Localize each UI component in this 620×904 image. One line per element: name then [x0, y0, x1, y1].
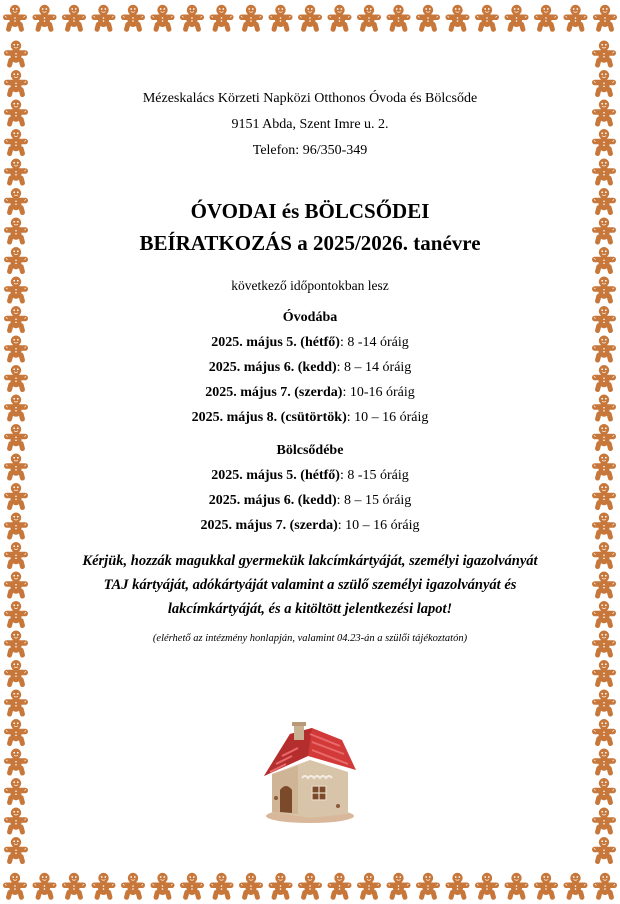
gingerbread-man-icon — [3, 5, 27, 33]
gingerbread-man-icon — [4, 277, 28, 305]
gingerbread-man-icon — [4, 424, 28, 452]
date-day: 2025. május 8. (csütörtök) — [191, 410, 347, 425]
date-time: : 10-16 óráig — [342, 385, 415, 400]
gingerbread-man-icon — [4, 513, 28, 541]
date-time: : 8 – 15 óráig — [336, 493, 412, 508]
title-line-1: ÓVODAI és BÖLCSŐDEI — [190, 199, 430, 223]
nursery-date-row — [60, 467, 560, 485]
gingerbread-man-icon — [475, 5, 499, 33]
request-line-1: Kérjük, hozzák magukkal gyermekük lakcímkártyáját, személyi igazolványát — [82, 553, 538, 569]
gingerbread-man-icon — [4, 631, 28, 659]
gingerbread-man-icon — [505, 873, 529, 901]
gingerbread-man-icon — [269, 873, 293, 901]
gingerbread-man-icon — [4, 188, 28, 216]
gingerbread-man-icon — [446, 873, 470, 901]
gingerbread-man-icon — [592, 365, 616, 393]
gingerbread-man-icon — [151, 873, 175, 901]
gingerbread-man-icon — [592, 188, 616, 216]
gingerbread-man-icon — [121, 5, 145, 33]
subtitle: következő időpontokban lesz — [231, 278, 389, 293]
gingerbread-man-icon — [564, 873, 588, 901]
date-day: 2025. május 7. (szerda) — [200, 518, 338, 533]
gingerbread-man-icon — [4, 719, 28, 747]
gingerbread-man-icon — [269, 5, 293, 33]
date-day: 2025. május 5. (hétfő) — [211, 335, 340, 350]
gingerbread-man-icon — [4, 454, 28, 482]
kindergarten-date-row — [60, 409, 560, 427]
title-line-2: BEÍRATKOZÁS a 2025/2026. tanévre — [139, 231, 481, 255]
gingerbread-man-icon — [4, 572, 28, 600]
gingerbread-house-icon — [250, 716, 370, 826]
gingerbread-man-icon — [4, 808, 28, 836]
gingerbread-man-icon — [4, 749, 28, 777]
kindergarten-date-row — [60, 384, 560, 402]
gingerbread-man-icon — [180, 5, 204, 33]
gingerbread-man-icon — [151, 5, 175, 33]
gingerbread-man-icon — [33, 873, 57, 901]
gingerbread-man-icon — [62, 873, 86, 901]
gingerbread-man-icon — [592, 837, 616, 865]
gingerbread-man-icon — [592, 719, 616, 747]
kindergarten-heading: Óvodába — [282, 310, 338, 325]
gingerbread-man-icon — [592, 306, 616, 334]
gingerbread-man-icon — [4, 660, 28, 688]
gingerbread-man-icon — [475, 873, 499, 901]
gingerbread-man-icon — [592, 336, 616, 364]
gingerbread-man-icon — [4, 778, 28, 806]
gingerbread-man-icon — [4, 395, 28, 423]
gingerbread-man-icon — [4, 690, 28, 718]
gingerbread-man-icon — [357, 873, 381, 901]
gingerbread-man-icon — [3, 873, 27, 901]
gingerbread-man-icon — [592, 749, 616, 777]
gingerbread-man-icon — [534, 873, 558, 901]
gingerbread-man-icon — [239, 5, 263, 33]
gingerbread-man-icon — [210, 873, 234, 901]
gingerbread-man-icon — [239, 873, 263, 901]
gingerbread-man-icon — [592, 395, 616, 423]
gingerbread-man-icon — [33, 5, 57, 33]
kindergarten-date-row — [60, 334, 560, 352]
date-time: : 8 -15 óráig — [339, 468, 409, 483]
date-time: : 10 – 16 óráig — [337, 518, 420, 533]
gingerbread-man-icon — [592, 690, 616, 718]
gingerbread-man-icon — [593, 873, 617, 901]
availability-note: (elérhető az intézmény honlapján, valamint 04.23-án a szülői tájékoztatón) — [152, 633, 468, 644]
date-time: : 8 – 14 óráig — [336, 360, 412, 375]
gingerbread-man-icon — [4, 70, 28, 98]
kindergarten-date-row — [60, 359, 560, 377]
request-line-3: lakcímkártyáját, és a kitöltött jelentkezési lapot! — [167, 601, 453, 617]
date-time: : 8 -14 óráig — [339, 335, 409, 350]
gingerbread-man-icon — [328, 873, 352, 901]
gingerbread-man-icon — [592, 277, 616, 305]
gingerbread-man-icon — [534, 5, 558, 33]
gingerbread-man-icon — [592, 247, 616, 275]
gingerbread-man-icon — [4, 129, 28, 157]
gingerbread-man-icon — [592, 159, 616, 187]
gingerbread-man-icon — [416, 873, 440, 901]
gingerbread-man-icon — [4, 159, 28, 187]
gingerbread-man-icon — [592, 454, 616, 482]
gingerbread-man-icon — [328, 5, 352, 33]
gingerbread-man-icon — [4, 601, 28, 629]
nursery-heading: Bölcsődébe — [276, 443, 344, 458]
gingerbread-man-icon — [592, 100, 616, 128]
flyer-content — [60, 90, 560, 644]
gingerbread-man-icon — [387, 5, 411, 33]
gingerbread-man-icon — [387, 873, 411, 901]
gingerbread-man-icon — [564, 5, 588, 33]
date-day: 2025. május 7. (szerda) — [205, 385, 343, 400]
gingerbread-man-icon — [446, 5, 470, 33]
gingerbread-man-icon — [4, 837, 28, 865]
date-day: 2025. május 6. (kedd) — [208, 360, 337, 375]
gingerbread-man-icon — [180, 873, 204, 901]
gingerbread-man-icon — [92, 5, 116, 33]
date-time: : 10 – 16 óráig — [346, 410, 429, 425]
gingerbread-man-icon — [592, 41, 616, 69]
nursery-date-row — [60, 517, 560, 535]
gingerbread-man-icon — [4, 247, 28, 275]
nursery-date-row — [60, 492, 560, 510]
gingerbread-man-icon — [592, 218, 616, 246]
gingerbread-man-icon — [4, 306, 28, 334]
gingerbread-man-icon — [62, 5, 86, 33]
date-day: 2025. május 5. (hétfő) — [211, 468, 340, 483]
gingerbread-man-icon — [592, 70, 616, 98]
institution-phone: Telefon: 96/350-349 — [252, 143, 368, 158]
gingerbread-man-icon — [505, 5, 529, 33]
gingerbread-man-icon — [592, 572, 616, 600]
gingerbread-man-icon — [298, 5, 322, 33]
gingerbread-man-icon — [4, 365, 28, 393]
gingerbread-man-icon — [4, 483, 28, 511]
request-line-2: TAJ kártyáját, adókártyáját valamint a szülő személyi igazolványát és — [103, 577, 517, 593]
gingerbread-man-icon — [92, 873, 116, 901]
gingerbread-man-icon — [592, 129, 616, 157]
institution-address: 9151 Abda, Szent Imre u. 2. — [231, 117, 389, 132]
gingerbread-man-icon — [416, 5, 440, 33]
gingerbread-man-icon — [592, 513, 616, 541]
gingerbread-man-icon — [592, 778, 616, 806]
gingerbread-man-icon — [4, 336, 28, 364]
institution-name: Mézeskalács Körzeti Napközi Otthonos Óvoda és Bölcsőde — [142, 91, 478, 106]
gingerbread-man-icon — [4, 41, 28, 69]
request-text — [60, 549, 560, 621]
gingerbread-man-icon — [357, 5, 381, 33]
gingerbread-man-icon — [298, 873, 322, 901]
gingerbread-man-icon — [592, 601, 616, 629]
gingerbread-man-icon — [592, 660, 616, 688]
gingerbread-man-icon — [4, 218, 28, 246]
gingerbread-man-icon — [4, 542, 28, 570]
gingerbread-man-icon — [592, 808, 616, 836]
gingerbread-man-icon — [210, 5, 234, 33]
date-day: 2025. május 6. (kedd) — [208, 493, 337, 508]
gingerbread-man-icon — [121, 873, 145, 901]
gingerbread-man-icon — [593, 5, 617, 33]
gingerbread-man-icon — [592, 483, 616, 511]
gingerbread-man-icon — [4, 100, 28, 128]
gingerbread-man-icon — [592, 631, 616, 659]
gingerbread-man-icon — [592, 542, 616, 570]
gingerbread-man-icon — [592, 424, 616, 452]
